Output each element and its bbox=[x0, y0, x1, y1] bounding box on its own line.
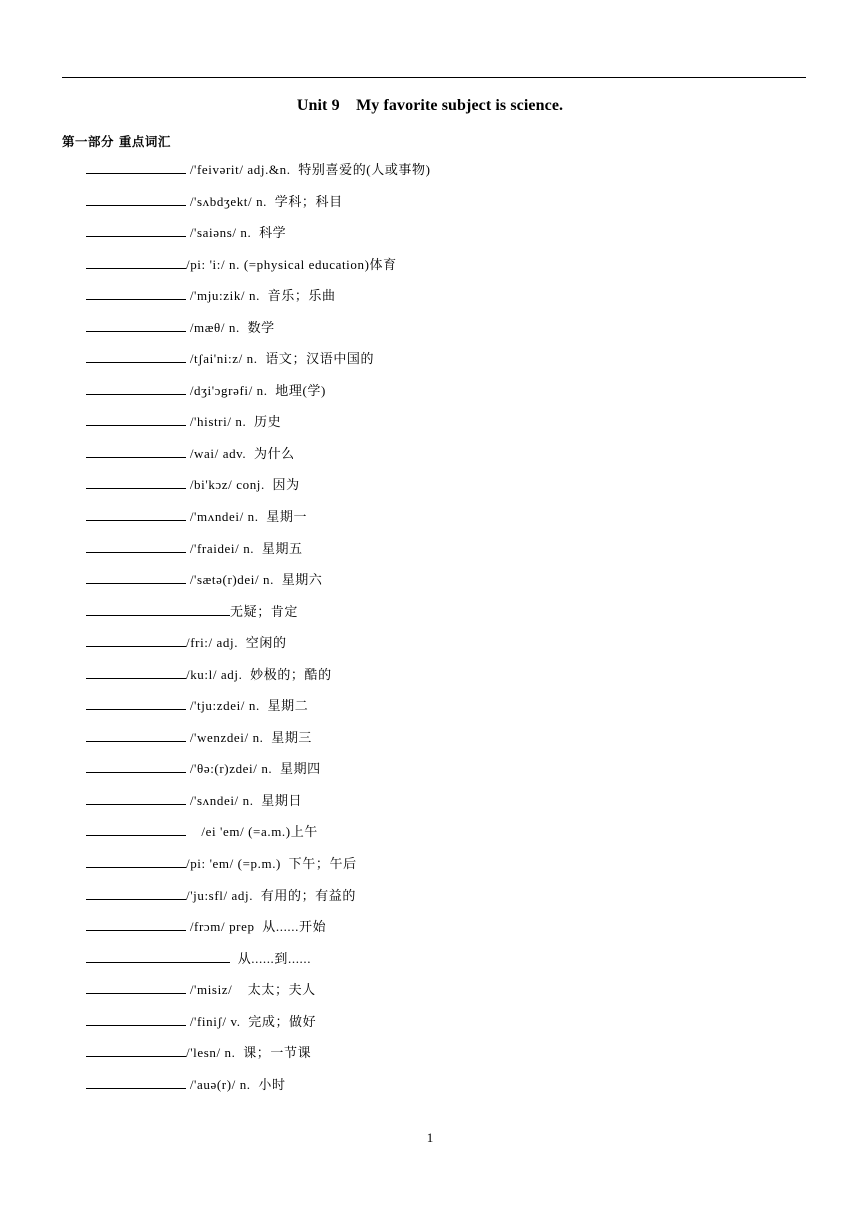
vocab-entry-text: 从......到...... bbox=[230, 950, 312, 966]
vocab-item bbox=[86, 349, 786, 381]
vocab-entry-text: /'mju:zik/ n. 音乐；乐曲 bbox=[186, 288, 336, 304]
vocab-item bbox=[86, 1075, 786, 1107]
answer-blank[interactable] bbox=[86, 570, 186, 584]
vocab-item bbox=[86, 444, 786, 476]
vocab-item bbox=[86, 1012, 786, 1044]
vocab-item bbox=[86, 759, 786, 791]
answer-blank[interactable] bbox=[86, 349, 186, 363]
answer-blank[interactable] bbox=[86, 539, 186, 553]
vocab-item bbox=[86, 886, 786, 918]
vocab-item bbox=[86, 665, 786, 697]
vocab-item bbox=[86, 949, 786, 981]
vocab-entry-text: /'tju:zdei/ n. 星期二 bbox=[186, 698, 309, 714]
vocab-entry-text: /pi: 'i:/ n. (=physical education)体育 bbox=[186, 256, 397, 272]
vocab-entry-text: /'fraidei/ n. 星期五 bbox=[186, 540, 303, 556]
answer-blank[interactable] bbox=[86, 160, 186, 174]
vocab-entry-text: /'sʌndei/ n. 星期日 bbox=[186, 792, 303, 808]
vocab-entry-text: /fri:/ adj. 空闲的 bbox=[186, 635, 287, 651]
answer-blank[interactable] bbox=[86, 286, 186, 300]
answer-blank[interactable] bbox=[86, 223, 186, 237]
answer-blank[interactable] bbox=[86, 696, 186, 710]
vocab-entry-text: /'ju:sfl/ adj. 有用的；有益的 bbox=[186, 887, 356, 903]
vocab-item bbox=[86, 286, 786, 318]
answer-blank[interactable] bbox=[86, 412, 186, 426]
vocab-item bbox=[86, 822, 786, 854]
answer-blank[interactable] bbox=[86, 791, 186, 805]
answer-blank[interactable] bbox=[86, 665, 186, 679]
vocab-item bbox=[86, 728, 786, 760]
answer-blank[interactable] bbox=[86, 602, 230, 616]
vocab-entry-text: /'histri/ n. 历史 bbox=[186, 414, 282, 430]
vocab-entry-text: /'feivərit/ adj.&n. 特别喜爱的(人或事物) bbox=[186, 162, 431, 177]
vocab-entry-text: /'θə:(r)zdei/ n. 星期四 bbox=[186, 761, 321, 777]
vocab-entry-text: 无疑；肯定 bbox=[230, 603, 299, 619]
answer-blank[interactable] bbox=[86, 949, 230, 963]
vocab-item bbox=[86, 223, 786, 255]
vocab-entry-text: /ei 'em/ (=a.m.)上午 bbox=[186, 824, 318, 840]
vocab-entry-text: /'mʌndei/ n. 星期一 bbox=[186, 509, 308, 525]
vocab-entry-text: /'lesn/ n. 课；一节课 bbox=[186, 1045, 312, 1061]
answer-blank[interactable] bbox=[86, 1075, 186, 1089]
answer-blank[interactable] bbox=[86, 822, 186, 836]
vocab-entry-text: /mæθ/ n. 数学 bbox=[186, 319, 275, 335]
vocab-item bbox=[86, 318, 786, 350]
answer-blank[interactable] bbox=[86, 1012, 186, 1026]
vocab-item bbox=[86, 633, 786, 665]
vocab-item bbox=[86, 980, 786, 1012]
answer-blank[interactable] bbox=[86, 980, 186, 994]
answer-blank[interactable] bbox=[86, 759, 186, 773]
answer-blank[interactable] bbox=[86, 1043, 186, 1057]
vocab-item bbox=[86, 381, 786, 413]
vocab-item bbox=[86, 917, 786, 949]
answer-blank[interactable] bbox=[86, 507, 186, 521]
vocab-entry-text: /wai/ adv. 为什么 bbox=[186, 445, 295, 461]
answer-blank[interactable] bbox=[86, 886, 186, 900]
vocab-entry-text: /'misiz/ 太太；夫人 bbox=[186, 982, 316, 998]
vocab-item bbox=[86, 507, 786, 539]
vocab-item bbox=[86, 539, 786, 571]
vocab-entry-text: /'sætə(r)dei/ n. 星期六 bbox=[186, 572, 323, 588]
answer-blank[interactable] bbox=[86, 444, 186, 458]
vocab-item bbox=[86, 570, 786, 602]
section-heading: 第一部分 重点词汇 bbox=[62, 134, 171, 149]
vocab-item bbox=[86, 791, 786, 823]
vocab-entry-text: /tʃai'ni:z/ n. 语文；汉语中国的 bbox=[186, 351, 375, 367]
answer-blank[interactable] bbox=[86, 475, 186, 489]
vocab-entry-text: /'sʌbdʒekt/ n. 学科；科目 bbox=[186, 193, 343, 209]
answer-blank[interactable] bbox=[86, 633, 186, 647]
page-number: 1 bbox=[426, 1130, 434, 1145]
vocab-item bbox=[86, 412, 786, 444]
answer-blank[interactable] bbox=[86, 192, 186, 206]
vocab-item bbox=[86, 255, 786, 287]
vocab-entry-text: /frɔm/ prep 从......开始 bbox=[186, 919, 327, 935]
vocab-item bbox=[86, 192, 786, 224]
header-rule bbox=[62, 77, 806, 78]
vocab-item bbox=[86, 475, 786, 507]
answer-blank[interactable] bbox=[86, 255, 186, 269]
vocab-item bbox=[86, 602, 786, 634]
answer-blank[interactable] bbox=[86, 728, 186, 742]
vocabulary-list bbox=[86, 160, 786, 1106]
vocab-item bbox=[86, 696, 786, 728]
page-title: Unit 9 My favorite subject is science. bbox=[296, 97, 564, 114]
answer-blank[interactable] bbox=[86, 318, 186, 332]
vocab-item bbox=[86, 160, 786, 192]
vocab-item bbox=[86, 854, 786, 886]
vocab-entry-text: /pi: 'em/ (=p.m.) 下午；午后 bbox=[186, 856, 357, 872]
answer-blank[interactable] bbox=[86, 917, 186, 931]
vocab-entry-text: /ku:l/ adj. 妙极的；酷的 bbox=[186, 666, 332, 682]
vocab-entry-text: /'wenzdei/ n. 星期三 bbox=[186, 729, 313, 745]
answer-blank[interactable] bbox=[86, 854, 186, 868]
vocab-entry-text: /'auə(r)/ n. 小时 bbox=[186, 1076, 286, 1092]
vocab-entry-text: /dʒi'ɔgrəfi/ n. 地理(学) bbox=[186, 382, 326, 398]
vocab-entry-text: /'finiʃ/ v. 完成；做好 bbox=[186, 1013, 317, 1029]
vocab-entry-text: /bi'kɔz/ conj. 因为 bbox=[186, 477, 300, 493]
vocab-entry-text: /'saiəns/ n. 科学 bbox=[186, 225, 287, 241]
vocab-item bbox=[86, 1043, 786, 1075]
answer-blank[interactable] bbox=[86, 381, 186, 395]
